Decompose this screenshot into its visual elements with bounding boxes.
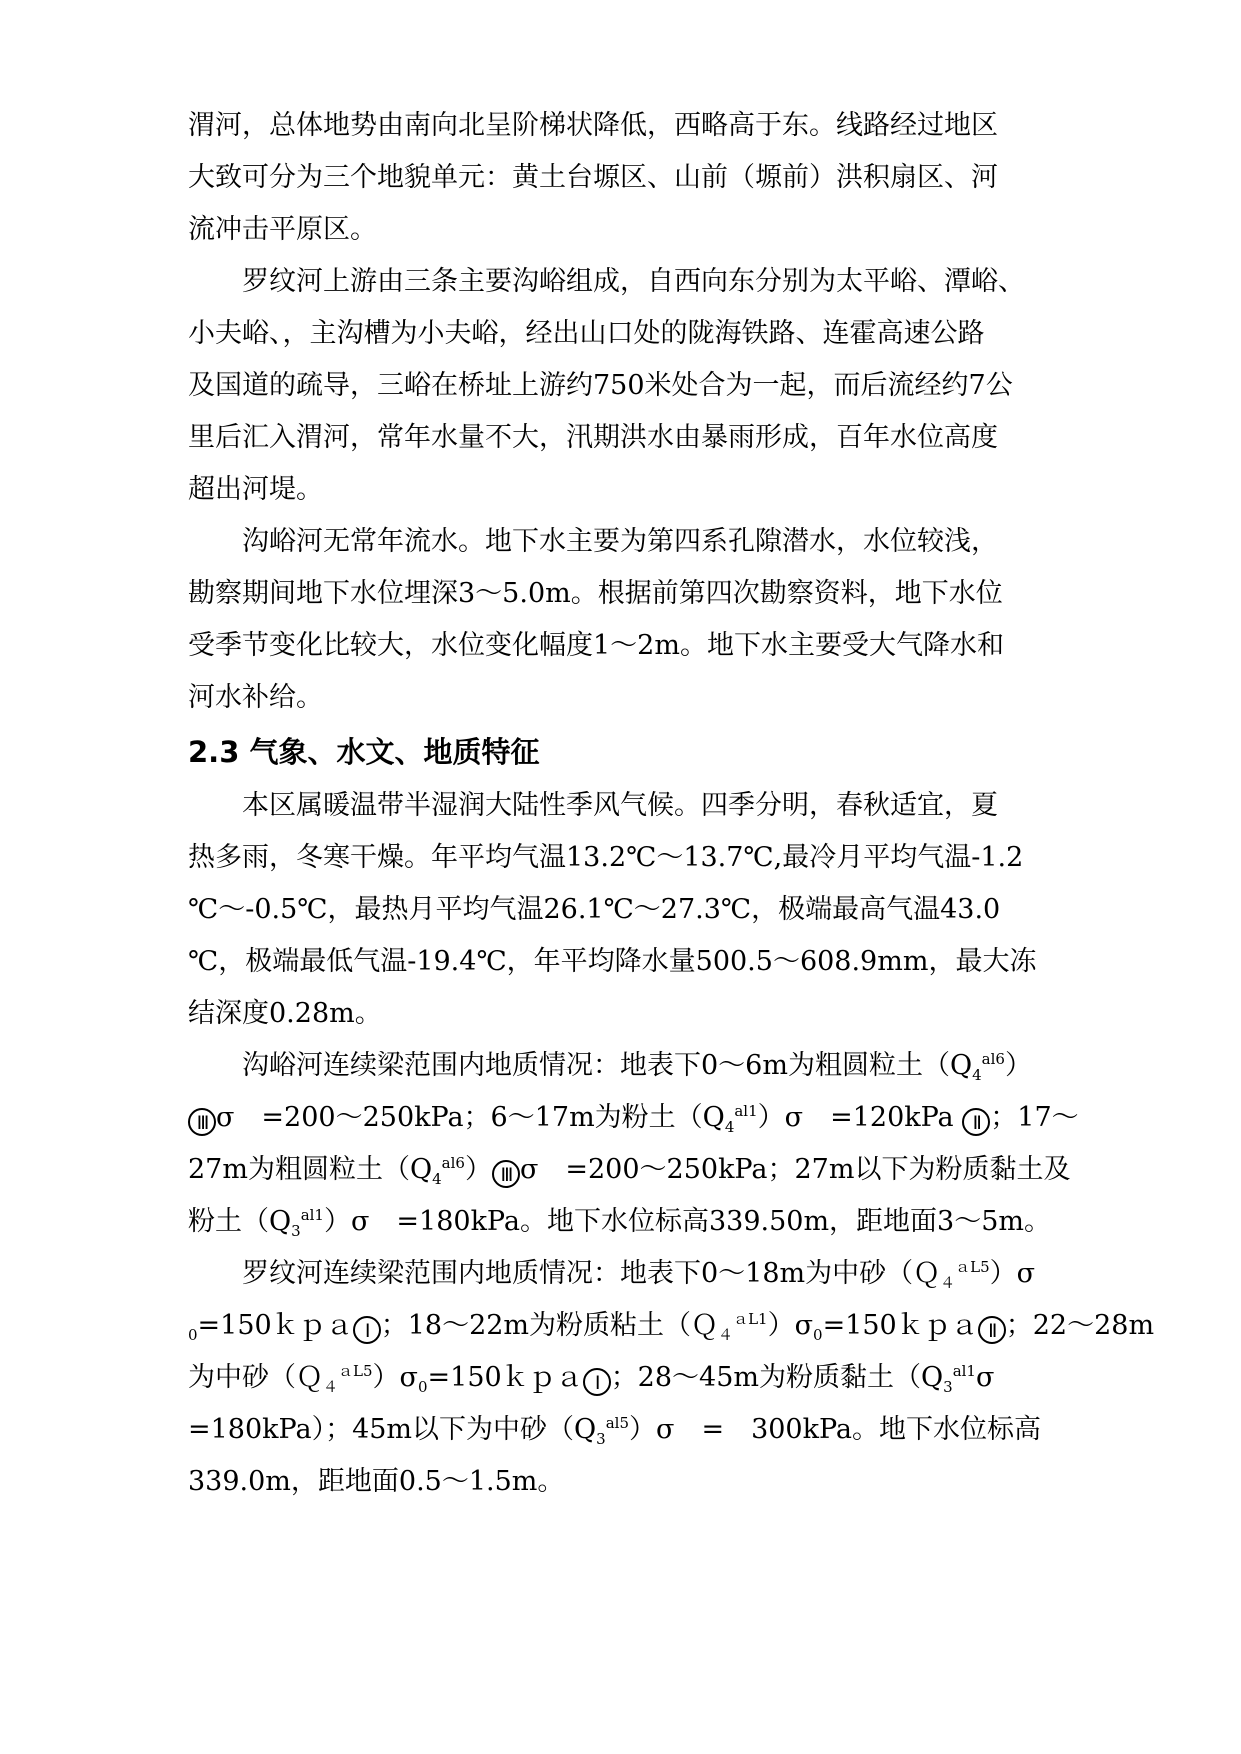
text-run: ） (464, 1154, 492, 1185)
text-run: ）σ (767, 1310, 814, 1341)
subscript: ４ (323, 1378, 339, 1396)
superscript: ａL1 (733, 1310, 768, 1328)
circled-numeral: III (188, 1108, 216, 1136)
text-line (188, 1092, 1079, 1144)
subscript: 4 (432, 1170, 442, 1188)
text-line: 勘察期间地下水位埋深3～5.0m。根据前第四次勘察资料，地下水位 (188, 578, 1003, 609)
text-run: ）σ =120kPa (757, 1102, 954, 1133)
subscript: 0 (813, 1326, 823, 1344)
subscript: ４ (718, 1326, 734, 1344)
paragraph-terrain (188, 100, 1058, 256)
superscript: al6 (441, 1154, 465, 1172)
paragraph-climate (188, 780, 1058, 1040)
text-line: 339.0m，距地面0.5～1.5m。 (188, 1466, 565, 1497)
text-line: 沟峪河无常年流水。地下水主要为第四系孔隙潜水，水位较浅， (242, 526, 998, 557)
text-line: 本区属暖温带半湿润大陆性季风气候。四季分明，春秋适宜，夏 (242, 790, 998, 821)
text-run: 为中砂（Ｑ (188, 1362, 323, 1393)
text-line: 罗纹河上游由三条主要沟峪组成，自西向东分别为太平峪、潭峪、 (242, 266, 1025, 297)
text-line: 流冲击平原区。 (188, 214, 377, 245)
text-run: 27m为粗圆粒土（Q (188, 1154, 433, 1185)
text-run: =150ｋｐａ (197, 1310, 353, 1341)
subscript: 0 (417, 1378, 428, 1396)
circled-numeral: II (962, 1108, 990, 1136)
text-run: σ =200～250kPa；6～17m为粉土（Q (216, 1102, 725, 1133)
text-line (188, 1300, 1155, 1352)
text-line (188, 1352, 1058, 1404)
text-run: ）σ (989, 1258, 1036, 1289)
superscript: al1 (300, 1206, 324, 1224)
superscript: al5 (605, 1414, 630, 1432)
circled-numeral: I (583, 1368, 611, 1396)
subscript: 4 (724, 1118, 735, 1136)
circled-numeral: II (978, 1316, 1006, 1344)
text-line (188, 1248, 1058, 1300)
text-line (188, 1196, 1058, 1248)
text-line: 里后汇入渭河，常年水量不大，汛期洪水由暴雨形成，百年水位高度 (188, 422, 998, 453)
text-line: 热多雨，冬寒干燥。年平均气温13.2℃～13.7℃,最冷月平均气温-1.2 (188, 842, 1024, 873)
text-run: ）σ = 300kPa。地下水位标高 (629, 1414, 1042, 1445)
text-line (188, 1040, 1058, 1092)
superscript: al6 (981, 1050, 1005, 1068)
text-line (188, 1404, 1058, 1456)
document-page (188, 100, 1155, 1508)
text-run: ；18～22m为粉质粘土（Ｑ (380, 1310, 719, 1341)
text-line: 小夫峪、，主沟槽为小夫峪，经出山口处的陇海铁路、连霍高速公路 (188, 318, 985, 349)
text-run: ；17～ (990, 1102, 1079, 1133)
text-run: ；28～45m为粉质黏土（Q (610, 1362, 944, 1393)
superscript: al1 (734, 1102, 758, 1120)
text-line: ℃～-0.5℃，最热月平均气温26.1℃～27.3℃，极端最高气温43.0 (188, 894, 1001, 925)
subscript: ４ (940, 1274, 956, 1292)
text-line: ℃，极端最低气温-19.4℃，年平均降水量500.5～608.9mm，最大冻 (188, 946, 1037, 977)
superscript: al1 (952, 1362, 976, 1380)
text-run: =180kPa）；45m以下为中砂（Q (188, 1414, 597, 1445)
text-run: ）σ (372, 1362, 418, 1393)
paragraph-luowen-river (188, 256, 1058, 516)
text-run: 罗纹河连续梁范围内地质情况：地表下0～18m为中砂（Ｑ (242, 1258, 941, 1289)
text-run: =150ｋｐａ (427, 1362, 583, 1393)
subscript: 3 (943, 1378, 953, 1396)
superscript: ａL5 (338, 1362, 373, 1380)
subscript: 3 (291, 1222, 301, 1240)
text-line: 超出河堤。 (188, 474, 323, 505)
paragraph-gouyu-geology (188, 1040, 1079, 1248)
text-run: σ =200～250kPa；27m以下为粉质黏土及 (519, 1154, 1071, 1185)
text-line: 河水补给。 (188, 682, 323, 713)
section-heading: 2.3 气象、水文、地质特征 (188, 735, 540, 769)
text-run: =150ｋｐａ (822, 1310, 978, 1341)
text-line: 渭河，总体地势由南向北呈阶梯状降低，西略高于东。线路经过地区 (188, 110, 998, 141)
text-run: ；22～28m (1005, 1310, 1155, 1341)
subscript: 4 (972, 1066, 982, 1084)
subscript: 3 (596, 1430, 606, 1448)
text-line: 受季节变化比较大，水位变化幅度1～2m。地下水主要受大气降水和 (188, 630, 1004, 661)
text-line: 及国道的疏导，三峪在桥址上游约750米处合为一起，而后流经约7公 (188, 370, 1013, 401)
paragraph-groundwater (188, 516, 1058, 724)
circled-numeral: I (353, 1316, 381, 1344)
circled-numeral: III (492, 1160, 520, 1188)
superscript: ａL5 (955, 1258, 990, 1276)
text-line (188, 1144, 1071, 1196)
text-line: 结深度0.28m。 (188, 998, 382, 1029)
text-run: ） (1004, 1050, 1032, 1081)
text-run: 沟峪河连续梁范围内地质情况：地表下0～6m为粗圆粒土（Q (242, 1050, 973, 1081)
paragraph-luowen-geology (188, 1248, 1155, 1508)
text-run: 粉土（Q (188, 1206, 292, 1237)
text-run: σ (975, 1362, 995, 1393)
subscript: 0 (188, 1326, 198, 1344)
text-run: ）σ =180kPa。地下水位标高339.50m，距地面3～5m。 (323, 1206, 1052, 1237)
text-line: 大致可分为三个地貌单元：黄土台塬区、山前（塬前）洪积扇区、河 (188, 162, 998, 193)
